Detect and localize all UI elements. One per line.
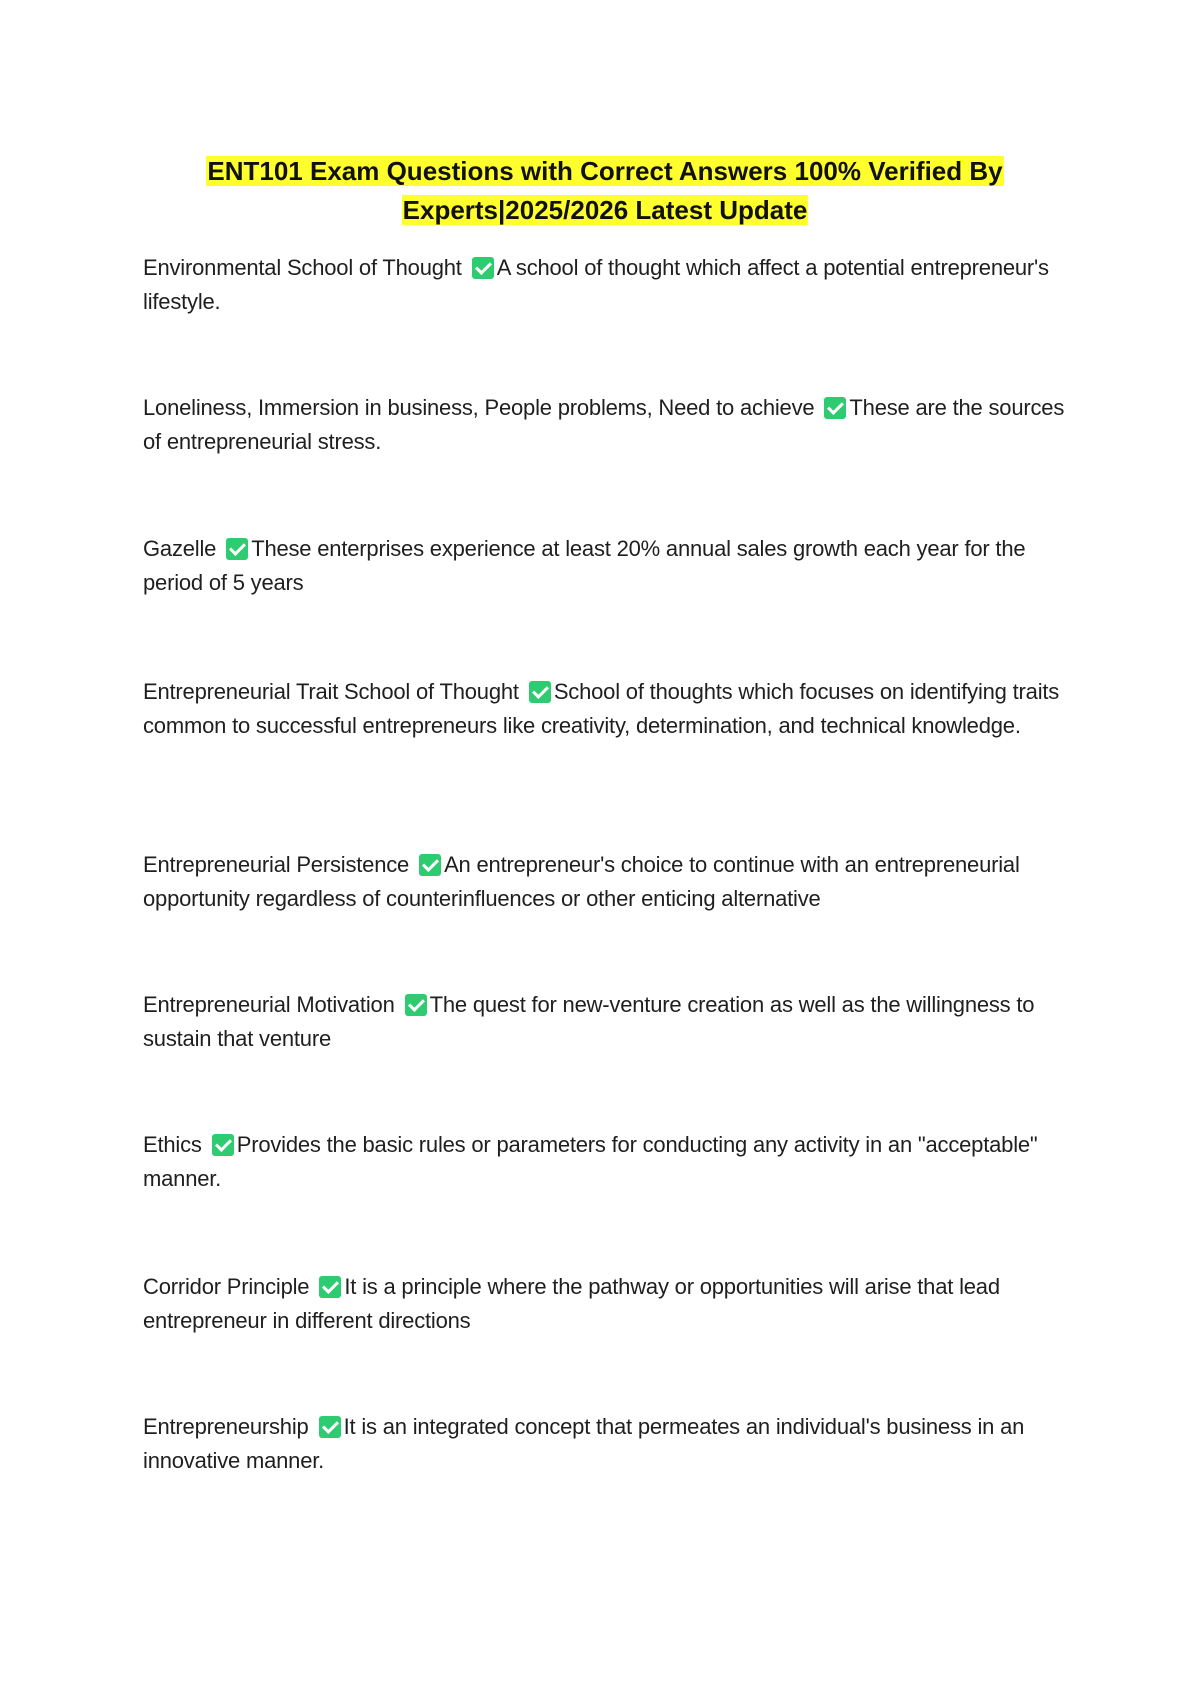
- qa-item: [143, 391, 1068, 459]
- qa-term: Entrepreneurial Persistence: [143, 852, 410, 877]
- qa-item: [143, 675, 1068, 743]
- title-line-1: ENT101 Exam Questions with Correct Answers 100% Verified By: [207, 156, 1003, 186]
- qa-item: [143, 848, 1068, 916]
- qa-term: Gazelle: [143, 536, 217, 561]
- qa-term: Ethics: [143, 1132, 202, 1157]
- check-icon: [226, 538, 248, 560]
- qa-answer: A school of thought which affect a potential entrepreneur's lifestyle.: [143, 255, 1049, 314]
- qa-item: [143, 251, 1068, 319]
- qa-term: Corridor Principle: [143, 1274, 310, 1299]
- check-icon: [319, 1276, 341, 1298]
- qa-answer: Provides the basic rules or parameters for conducting any activity in an "acceptable" manner.: [143, 1132, 1038, 1191]
- qa-term: Environmental School of Thought: [143, 255, 462, 280]
- qa-answer: An entrepreneur's choice to continue with an entrepreneurial opportunity regardless of counterinfluences or other enticing alternative: [143, 852, 1020, 911]
- qa-term: Entrepreneurial Trait School of Thought: [143, 679, 519, 704]
- check-icon: [319, 1416, 341, 1438]
- qa-term: Loneliness, Immersion in business, People problems, Need to achieve: [143, 395, 815, 420]
- qa-term: Entrepreneurship: [143, 1414, 309, 1439]
- qa-answer: It is an integrated concept that permeates an individual's business in an innovative manner.: [143, 1414, 1025, 1473]
- qa-answer: School of thoughts which focuses on identifying traits common to successful entrepreneurs like creativity, determination, and technical knowledge.: [143, 679, 1060, 738]
- check-icon: [212, 1134, 234, 1156]
- qa-term: Entrepreneurial Motivation: [143, 992, 395, 1017]
- qa-item: [143, 988, 1068, 1056]
- qa-answer: These are the sources of entrepreneurial stress.: [143, 395, 1065, 454]
- qa-answer: These enterprises experience at least 20% annual sales growth each year for the period of 5 years: [143, 536, 1026, 595]
- check-icon: [419, 854, 441, 876]
- title-line-2: Experts|2025/2026 Latest Update: [402, 195, 808, 225]
- qa-answer: It is a principle where the pathway or opportunities will arise that lead entrepreneur in different directions: [143, 1274, 1000, 1333]
- check-icon: [405, 994, 427, 1016]
- document-title: [140, 152, 1070, 230]
- qa-item: [143, 1128, 1068, 1196]
- qa-item: [143, 532, 1068, 600]
- check-icon: [472, 257, 494, 279]
- check-icon: [529, 681, 551, 703]
- check-icon: [824, 397, 846, 419]
- qa-item: [143, 1270, 1068, 1338]
- qa-item: [143, 1410, 1068, 1478]
- qa-answer: The quest for new-venture creation as well as the willingness to sustain that venture: [143, 992, 1035, 1051]
